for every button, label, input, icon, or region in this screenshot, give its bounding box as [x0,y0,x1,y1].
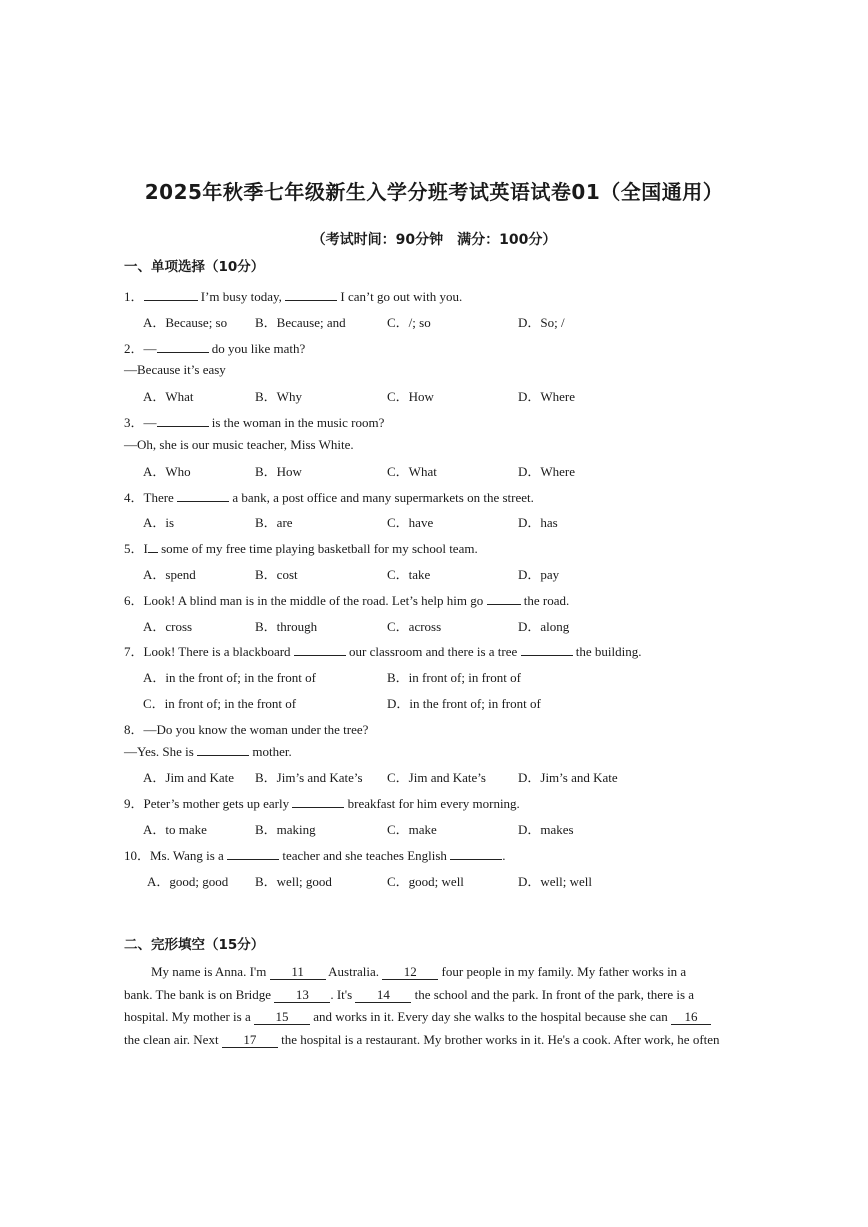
section-heading-single-choice: 一、单项选择（10分） [124,259,265,275]
exam-subtitle: （考试时间：90分钟 满分：100分） [311,232,557,248]
option-a: A．Because; so [143,315,228,330]
option-d: D．Where [518,389,576,404]
option-d: D．pay [518,567,560,582]
option-c: C．What [387,464,437,479]
option-d: D．So; / [518,315,565,330]
option-a: A．in the front of; in the front of [143,670,316,685]
option-d: D．Where [518,464,576,479]
option-b: B．How [255,464,302,479]
answer-blank [157,340,209,353]
question-2-number: 2．— [124,341,157,356]
option-a: A．Jim and Kate [143,770,234,785]
question-5-text: some of my free time playing basketball for my school team. [157,541,478,556]
question-9-text: 9．Peter’s mother gets up early [124,796,293,811]
question-6-text: 6．Look! A blind man is in the middle of the road. Let’s help him go [124,593,487,608]
answer-blank [157,414,209,427]
option-a: A．is [143,515,175,530]
question-6 [124,590,569,609]
answer-blank [227,847,279,860]
question-1-options [143,312,743,330]
answer-blank [294,643,346,656]
option-b: B．in front of; in front of [387,670,521,685]
option-b: B．well; good [255,874,332,889]
question-7 [124,641,641,660]
cloze-text: the school and the park. In front of the park, there is a [411,987,695,1002]
question-7-options-row-2 [143,693,743,711]
question-2 [124,338,305,357]
option-c: C．good; well [387,874,464,889]
option-c: C．How [387,389,434,404]
cloze-blank-16: 16 [671,1010,711,1025]
question-8-reply [124,743,292,760]
cloze-blank-14: 14 [355,988,411,1003]
cloze-blank-15: 15 [254,1010,310,1025]
section-heading-cloze: 二、完形填空（15分） [124,937,265,953]
question-7-text-mid: our classroom and there is a tree [345,644,521,659]
cloze-text: four people in my family. My father works in a [438,964,687,979]
option-c: C．across [387,619,442,634]
option-d: D．makes [518,822,574,837]
option-a: A．good; good [147,874,229,889]
cloze-text: . It's [330,987,356,1002]
question-9-options [143,819,743,837]
question-8: 8．—Do you know the woman under the tree? [124,722,369,737]
question-4 [124,487,534,506]
option-a: A．What [143,389,194,404]
option-d: D．in the front of; in front of [387,696,541,711]
exam-title: 2025年秋季七年级新生入学分班考试英语试卷01（全国通用） [144,180,724,204]
question-9 [124,793,520,812]
question-2-options [143,386,743,404]
option-b: B．through [255,619,318,634]
cloze-blank-13: 13 [274,988,330,1003]
question-8-reply-text: —Yes. She is [124,744,198,759]
option-b: B．Jim’s and Kate’s [255,770,363,785]
question-10-text: 10．Ms. Wang is a [124,848,228,863]
question-10-options [143,871,743,889]
option-c: C．in front of; in the front of [143,696,297,711]
cloze-line-4 [124,1032,720,1048]
option-a: A．cross [143,619,193,634]
question-4-text: a bank, a post office and many supermarkets on the street. [229,490,534,505]
question-3-reply: —Oh, she is our music teacher, Miss White. [124,437,354,452]
question-10 [124,845,505,864]
option-c: C．make [387,822,437,837]
question-1-text-end: I can’t go out with you. [337,289,463,304]
question-1-number: 1． [124,289,144,304]
answer-blank [177,489,229,502]
question-10-text-mid: teacher and she teaches English [279,848,451,863]
question-3 [124,412,384,431]
question-8-options [143,767,743,785]
question-2-text: do you like math? [208,341,306,356]
question-6-options [143,616,743,634]
question-9-text-end: breakfast for him every morning. [344,796,520,811]
question-7-text: 7．Look! There is a blackboard [124,644,294,659]
cloze-text: the clean air. Next [124,1032,222,1047]
option-b: B．Because; and [255,315,346,330]
option-c: C．/; so [387,315,431,330]
option-b: B．cost [255,567,298,582]
cloze-blank-12: 12 [382,965,438,980]
cloze-blank-17: 17 [222,1033,278,1048]
answer-blank [487,592,521,605]
cloze-text: and works in it. Every day she walks to the hospital because she can [310,1009,672,1024]
option-a: A．to make [143,822,207,837]
answer-blank [148,540,158,553]
option-d: D．along [518,619,570,634]
option-d: D．has [518,515,558,530]
option-a: A．spend [143,567,196,582]
cloze-text: My name is Anna. I'm [151,964,270,979]
question-5-options [143,564,743,582]
cloze-text: the hospital is a restaurant. My brother works in it. He's a cook. After work, he often [277,1032,720,1047]
cloze-text: Australia. [325,964,383,979]
answer-blank [292,795,344,808]
option-c: C．have [387,515,434,530]
cloze-line-1 [151,964,686,980]
option-d: D．well; well [518,874,593,889]
question-6-text-end: the road. [520,593,570,608]
answer-blank [197,743,249,756]
question-10-text-end: . [502,848,506,863]
answer-blank [521,643,573,656]
cloze-line-2 [124,987,694,1003]
question-8-reply-end: mother. [249,744,292,759]
option-a: A．Who [143,464,191,479]
option-c: C．Jim and Kate’s [387,770,486,785]
answer-blank [144,288,198,301]
cloze-text: hospital. My mother is a [124,1009,254,1024]
question-5-number: 5．I [124,541,148,556]
question-2-reply: —Because it’s easy [124,362,226,377]
question-5 [124,538,478,557]
answer-blank [450,847,502,860]
question-1 [124,286,462,305]
option-c: C．take [387,567,431,582]
question-7-text-end: the building. [572,644,642,659]
question-4-options [143,512,743,530]
question-7-options-row-1 [143,667,743,685]
question-3-number: 3．— [124,415,157,430]
option-b: B．are [255,515,293,530]
question-3-text: is the woman in the music room? [208,415,385,430]
question-3-options [143,461,743,479]
option-b: B．making [255,822,316,837]
cloze-blank-11: 11 [270,965,326,980]
question-1-text: I’m busy today, [197,289,286,304]
question-4-number: 4．There [124,490,178,505]
cloze-line-3 [124,1009,711,1025]
answer-blank [285,288,337,301]
option-b: B．Why [255,389,302,404]
option-d: D．Jim’s and Kate [518,770,618,785]
cloze-text: bank. The bank is on Bridge [124,987,275,1002]
